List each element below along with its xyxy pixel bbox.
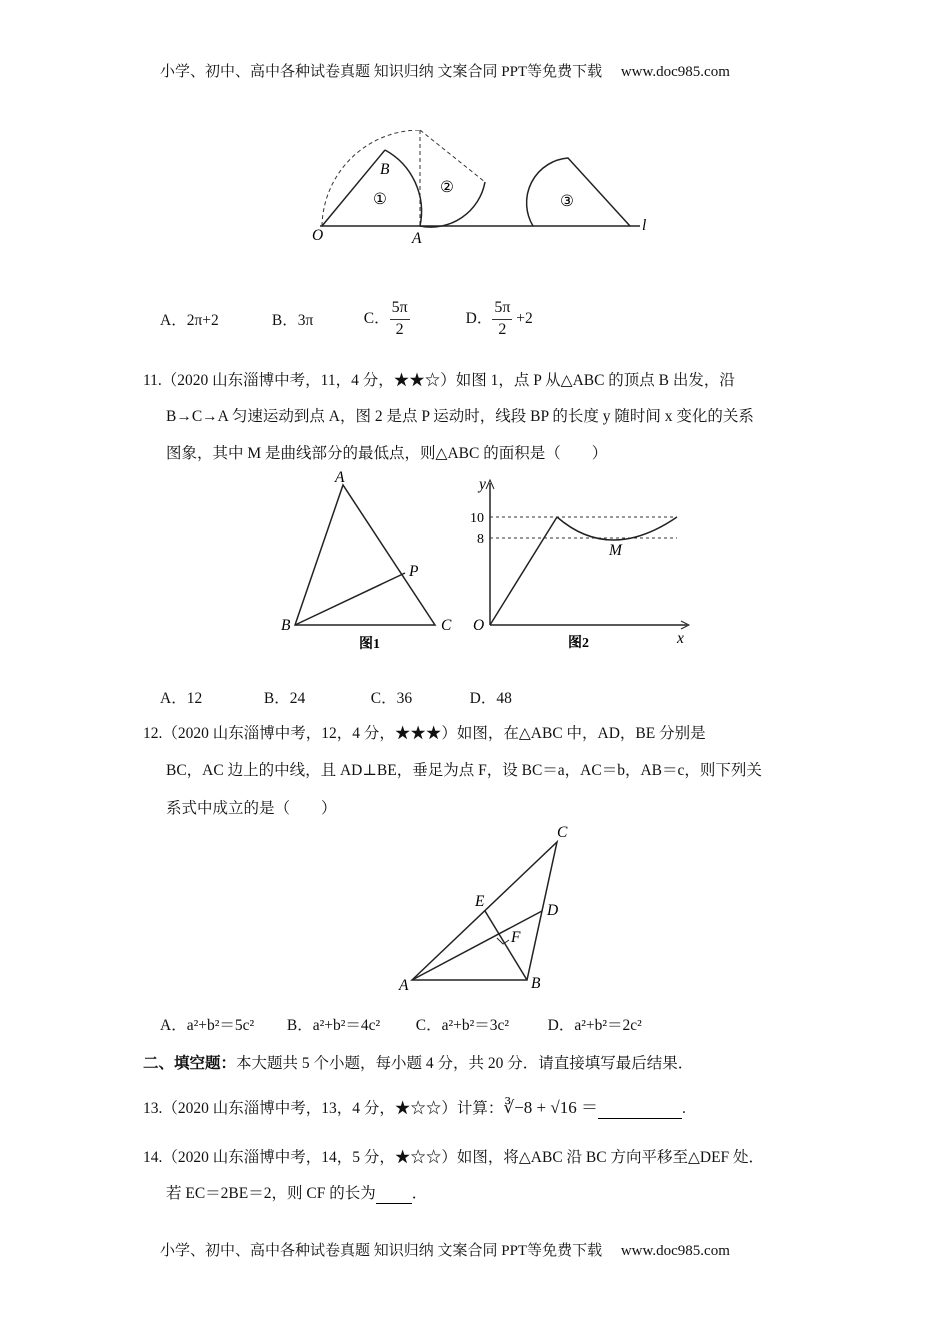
section-2-heading (143, 1051, 693, 1073)
option-d-label: D． (465, 309, 493, 327)
option-a[interactable]: A．2π+2 (160, 312, 219, 330)
q10-figure (300, 130, 660, 250)
q14-text: 若 EC＝2BE＝2，则 CF 的长为 (166, 1185, 376, 1202)
q11-figure-1 (275, 470, 455, 655)
q13-text: 13.（2020 山东淄博中考，13，4 分，★☆☆）计算： (143, 1100, 504, 1117)
q12-line1: 12.（2020 山东淄博中考，12，4 分，★★★）如图，在△ABC 中，AD，BE 分别是 (143, 725, 706, 742)
label-region-1: ① (373, 191, 387, 208)
denominator: 2 (498, 320, 507, 338)
label-c: C (557, 824, 568, 841)
option-b[interactable]: B．24 (263, 690, 306, 707)
label-l: l (642, 217, 647, 234)
q13-expression: ∛−8 + √16 ＝ (503, 1098, 598, 1117)
q14-line1: 14.（2020 山东淄博中考，14，5 分，★☆☆）如图，将△ABC 沿 BC 方向平移至△DEF 处． (143, 1149, 765, 1166)
q10-options (160, 298, 533, 341)
figure-caption: 图1 (359, 637, 380, 652)
tick-8: 8 (477, 532, 484, 547)
option-c-label: C． (363, 309, 390, 327)
q11-line3: 图象，其中 M 是曲线部分的最低点，则△ABC 的面积是（ ） (166, 445, 608, 462)
page-footer: 小学、初中、高中各种试卷真题 知识归纳 文案合同 PPT等免费下载 www.doc985.com (160, 1243, 730, 1259)
answer-blank[interactable] (376, 1185, 412, 1204)
q14-end: ． (411, 1185, 428, 1202)
option-d[interactable]: D．48 (469, 690, 512, 707)
label-region-3: ③ (560, 193, 574, 210)
axis-label-x: x (677, 630, 684, 647)
q12-options (160, 1013, 642, 1035)
label-d: D (547, 902, 559, 919)
numerator: 5π (390, 298, 410, 320)
label-b: B (380, 161, 390, 178)
q12-line2: BC，AC 边上的中线，且 AD⊥BE，垂足为点 F，设 BC＝a，AC＝b，AB＝c，则下列关 (166, 762, 762, 779)
label-a: A (335, 470, 345, 486)
label-region-2: ② (440, 179, 454, 196)
q13 (143, 1093, 686, 1119)
label-a: A (399, 977, 409, 994)
option-b[interactable]: B．a²+b²＝4c² (286, 1017, 381, 1034)
q14-line2 (166, 1181, 427, 1204)
label-b: B (531, 975, 541, 992)
numerator: 5π (492, 298, 512, 320)
axis-label-y: y (479, 476, 486, 493)
q11-figure-2 (465, 475, 695, 650)
option-a[interactable]: A．a²+b²＝5c² (160, 1017, 255, 1034)
label-e: E (475, 893, 485, 910)
section-title: 二、填空题： (143, 1055, 237, 1072)
q13-end: . (681, 1100, 686, 1117)
fraction (492, 298, 512, 341)
label-a: A (412, 230, 422, 247)
figure-caption: 图2 (568, 636, 589, 650)
option-d[interactable] (466, 298, 533, 341)
page-header: 小学、初中、高中各种试卷真题 知识归纳 文案合同 PPT等免费下载 www.doc985.com (160, 64, 730, 80)
option-c[interactable]: C．36 (370, 690, 413, 707)
option-d-suffix: +2 (516, 309, 533, 327)
answer-blank[interactable] (598, 1100, 682, 1119)
label-m: M (609, 542, 622, 559)
label-origin: O (473, 617, 485, 634)
option-c[interactable]: C．a²+b²＝3c² (415, 1017, 510, 1034)
q11-options (160, 686, 512, 708)
label-b: B (281, 617, 291, 634)
q12-line3: 系式中成立的是（ ） (166, 800, 337, 817)
label-c: C (441, 617, 452, 634)
option-c[interactable] (364, 298, 462, 341)
tick-10: 10 (470, 511, 484, 526)
q11-line1: 11.（2020 山东淄博中考，11，4 分，★★☆）如图 1，点 P 从△ABC 的顶点 B 出发，沿 (143, 372, 735, 389)
section-desc: 本大题共 5 个小题，每小题 4 分，共 20 分．请直接填写最后结果． (236, 1055, 694, 1072)
q12-figure (395, 820, 585, 995)
option-b[interactable]: B．3π (271, 312, 314, 330)
option-d[interactable]: D．a²+b²＝2c² (547, 1017, 642, 1034)
denominator: 2 (395, 320, 404, 338)
q11-line2: B→C→A 匀速运动到点 A，图 2 是点 P 运动时，线段 BP 的长度 y 随时间 x 变化的关系 (166, 408, 754, 425)
label-o: O (312, 227, 324, 244)
label-p: P (409, 563, 419, 580)
label-f: F (511, 929, 521, 946)
option-a[interactable]: A．12 (160, 690, 203, 707)
fraction (390, 298, 410, 341)
